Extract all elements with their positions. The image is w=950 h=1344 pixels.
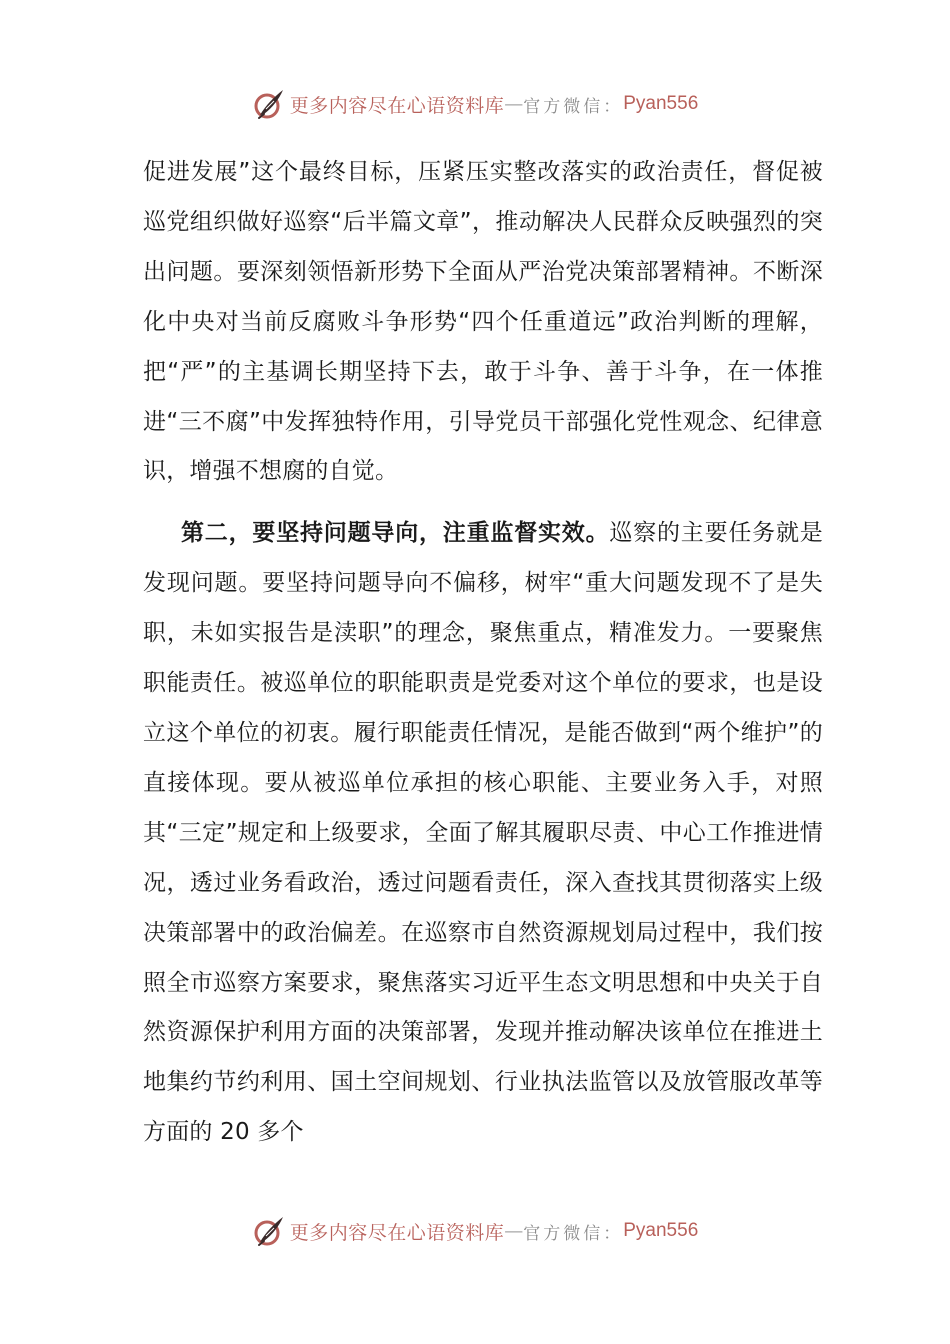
header-brand-text: 更多内容尽在心语资料库 — [289, 94, 505, 117]
footer-brand-text: 更多内容尽在心语资料库 — [289, 1221, 505, 1244]
header-wechat-label: 官方微信： — [523, 96, 624, 117]
footer-separator: — — [504, 1220, 524, 1242]
quill-logo-icon — [252, 1214, 286, 1248]
header-wechat-id: Pyan556 — [623, 93, 699, 114]
paragraph-2-lead: 第二，要坚持问题导向，注重监督实效。 — [181, 520, 610, 547]
document-body — [143, 148, 823, 1158]
header-watermark — [0, 84, 950, 124]
quill-logo-icon — [252, 87, 286, 121]
footer-wechat-label: 官方微信： — [523, 1223, 624, 1244]
footer-wechat-id: Pyan556 — [623, 1220, 699, 1241]
header-separator: — — [504, 93, 524, 115]
footer-watermark — [0, 1211, 950, 1251]
paragraph-2-text: 巡察的主要任务就是发现问题。要坚持问题导向不偏移，树牢“重大问题发现不了是失职，未如实报告是渎职”的理念，聚焦重点，精准发力。一要聚焦职能责任。被巡单位的职能职责是党委对这个单位的要求，也是设立这个单位的初衷。履行职能责任情况，是能否做到“两个维护”的直接体现。要从被巡单位承担的核心职能、主要业务入手，对照其“三定”规定和上级要求，全面了解其履职尽责、中心工作推进情况，透过业务看政治，透过问题看责任，深入查找其贯彻落实上级决策部署中的政治偏差。在巡察市自然资源规划局过程中，我们按照全市巡察方案要求，聚焦落实习近平生态文明思想和中央关于自然资源保护利用方面的决策部署，发现并推动解决该单位在推进土地集约节约利用、国土空间规划、行业执法监管以及放管服改革等方面的 20 多个 — [143, 520, 823, 1146]
paragraph-2 — [143, 509, 823, 1158]
paragraph-1: 促进发展”这个最终目标，压紧压实整改落实的政治责任，督促被巡党组织做好巡察“后半篇文章”，推动解决人民群众反映强烈的突出问题。要深刻领悟新形势下全面从严治党决策部署精神。不断深化中央对当前反腐败斗争形势“四个任重道远”政治判断的理解，把“严”的主基调长期坚持下去，敢于斗争、善于斗争，在一体推进“三不腐”中发挥独特作用，引导党员干部强化党性观念、纪律意识，增强不想腐的自觉。 — [143, 159, 823, 485]
